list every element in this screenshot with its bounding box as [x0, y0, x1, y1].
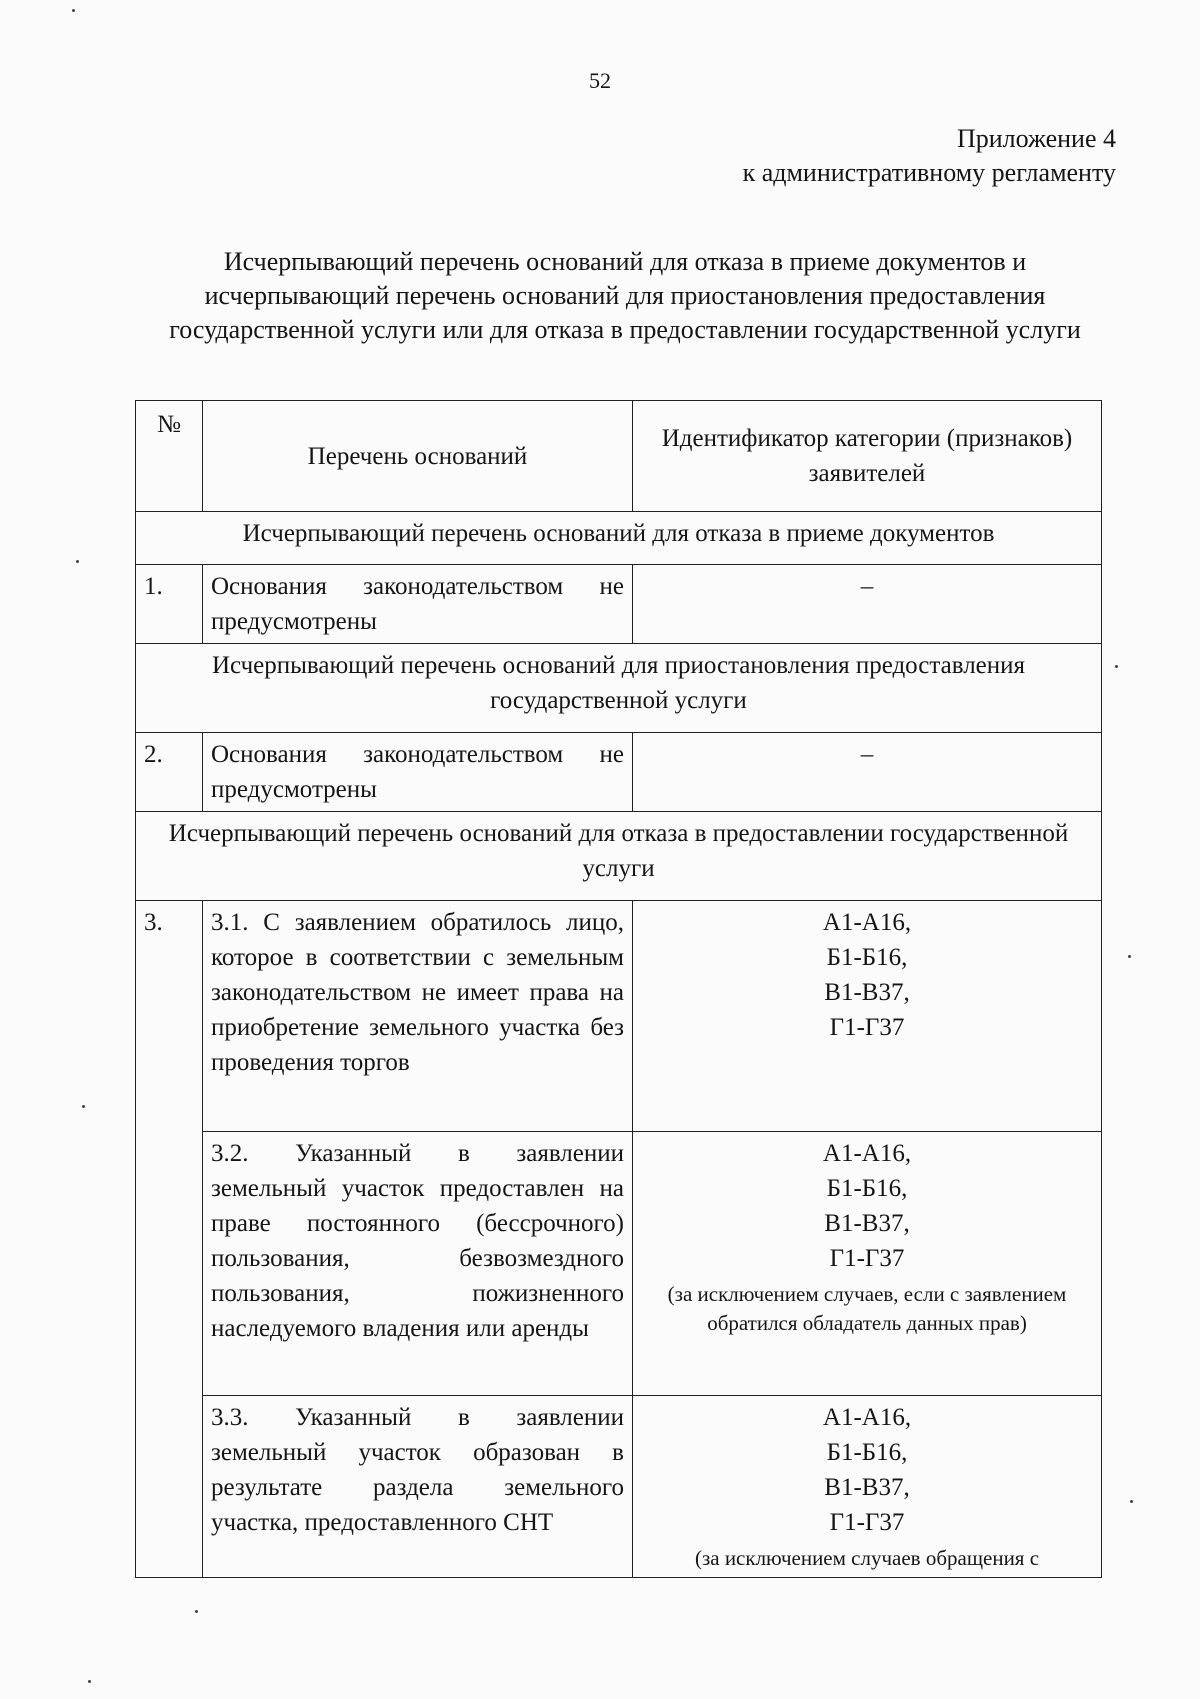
identifier-line: Г1-Г37: [829, 1014, 905, 1041]
identifier-line: В1-В37,: [824, 979, 910, 1006]
row-identifier: [633, 1396, 1102, 1578]
scan-speck: [1128, 955, 1131, 958]
section-row: [136, 812, 1102, 901]
scan-speck: [72, 9, 75, 12]
identifier-note: (за исключением случаев, если с заявлением обратился обладатель данных прав): [667, 1282, 1067, 1335]
section-row: [136, 644, 1102, 733]
section-row: [136, 512, 1102, 565]
document-title: Исчерпывающий перечень оснований для отказа в приеме документов и исчерпывающий перечень оснований для приостановления предоставления государственной услуги или для отказа в предоставлении государственной услуги: [169, 247, 1081, 344]
scan-speck: [82, 1105, 85, 1108]
grounds-table: [135, 400, 1102, 1578]
row-grounds-text: Основания законодательством не предусмотрены: [203, 733, 633, 812]
scan-speck: [1130, 1500, 1133, 1503]
appendix-line-1: Приложение 4: [956, 124, 1116, 153]
page-number: 52: [589, 68, 611, 93]
row-number: 3.: [136, 901, 203, 1578]
scan-speck: [88, 1680, 91, 1683]
identifier-line: А1-А16,: [822, 1140, 912, 1167]
row-identifier: [633, 901, 1102, 1132]
identifier-note: (за исключением случаев обращения с: [694, 1546, 1040, 1570]
identifier-line: Г1-Г37: [829, 1245, 905, 1272]
row-grounds-text: 3.2. Указанный в заявлении земельный участок предоставлен на праве постоянного (бессрочного) пользования, безвозмездного пользования, пожизненного наследуемого владения или аренды: [203, 1132, 633, 1396]
row-number: 2.: [136, 733, 203, 812]
identifier-line: Б1-Б16,: [826, 1439, 908, 1466]
table-row: [136, 1396, 1102, 1578]
scan-speck: [195, 1610, 198, 1613]
appendix-line-2: к административному регламенту: [742, 158, 1116, 187]
header-grounds: Перечень оснований: [203, 401, 633, 512]
appendix-caption: [743, 122, 1116, 190]
row-grounds-text: Основания законодательством не предусмотрены: [203, 565, 633, 644]
identifier-line: Б1-Б16,: [826, 944, 908, 971]
scan-speck: [1115, 665, 1118, 668]
row-grounds-text: 3.1. С заявлением обратилось лицо, которое в соответствии с земельным законодательством не имеет права на приобретение земельного участка без проведения торгов: [203, 901, 633, 1132]
table-header-row: [136, 401, 1102, 512]
header-number: №: [136, 401, 203, 512]
table-row: [136, 733, 1102, 812]
table-row: [136, 565, 1102, 644]
identifier-line: В1-В37,: [824, 1474, 910, 1501]
table-row: [136, 901, 1102, 1132]
row-number: 1.: [136, 565, 203, 644]
header-identifier: Идентификатор категории (признаков) заявителей: [633, 401, 1102, 512]
identifier-line: В1-В37,: [824, 1210, 910, 1237]
section-title-1: Исчерпывающий перечень оснований для отказа в приеме документов: [136, 512, 1102, 565]
section-title-2: Исчерпывающий перечень оснований для приостановления предоставления государственной услуги: [136, 644, 1102, 733]
identifier-line: Г1-Г37: [829, 1509, 905, 1536]
section-title-3: Исчерпывающий перечень оснований для отказа в предоставлении государственной услуги: [136, 812, 1102, 901]
identifier-line: А1-А16,: [822, 1404, 912, 1431]
row-identifier: [633, 1132, 1102, 1396]
row-identifier: –: [633, 733, 1102, 812]
table-row: [136, 1132, 1102, 1396]
row-grounds-text: 3.3. Указанный в заявлении земельный участок образован в результате раздела земельного участка, предоставленного СНТ: [203, 1396, 633, 1578]
identifier-line: А1-А16,: [822, 909, 912, 936]
identifier-line: Б1-Б16,: [826, 1175, 908, 1202]
row-identifier: –: [633, 565, 1102, 644]
scan-speck: [76, 560, 79, 563]
